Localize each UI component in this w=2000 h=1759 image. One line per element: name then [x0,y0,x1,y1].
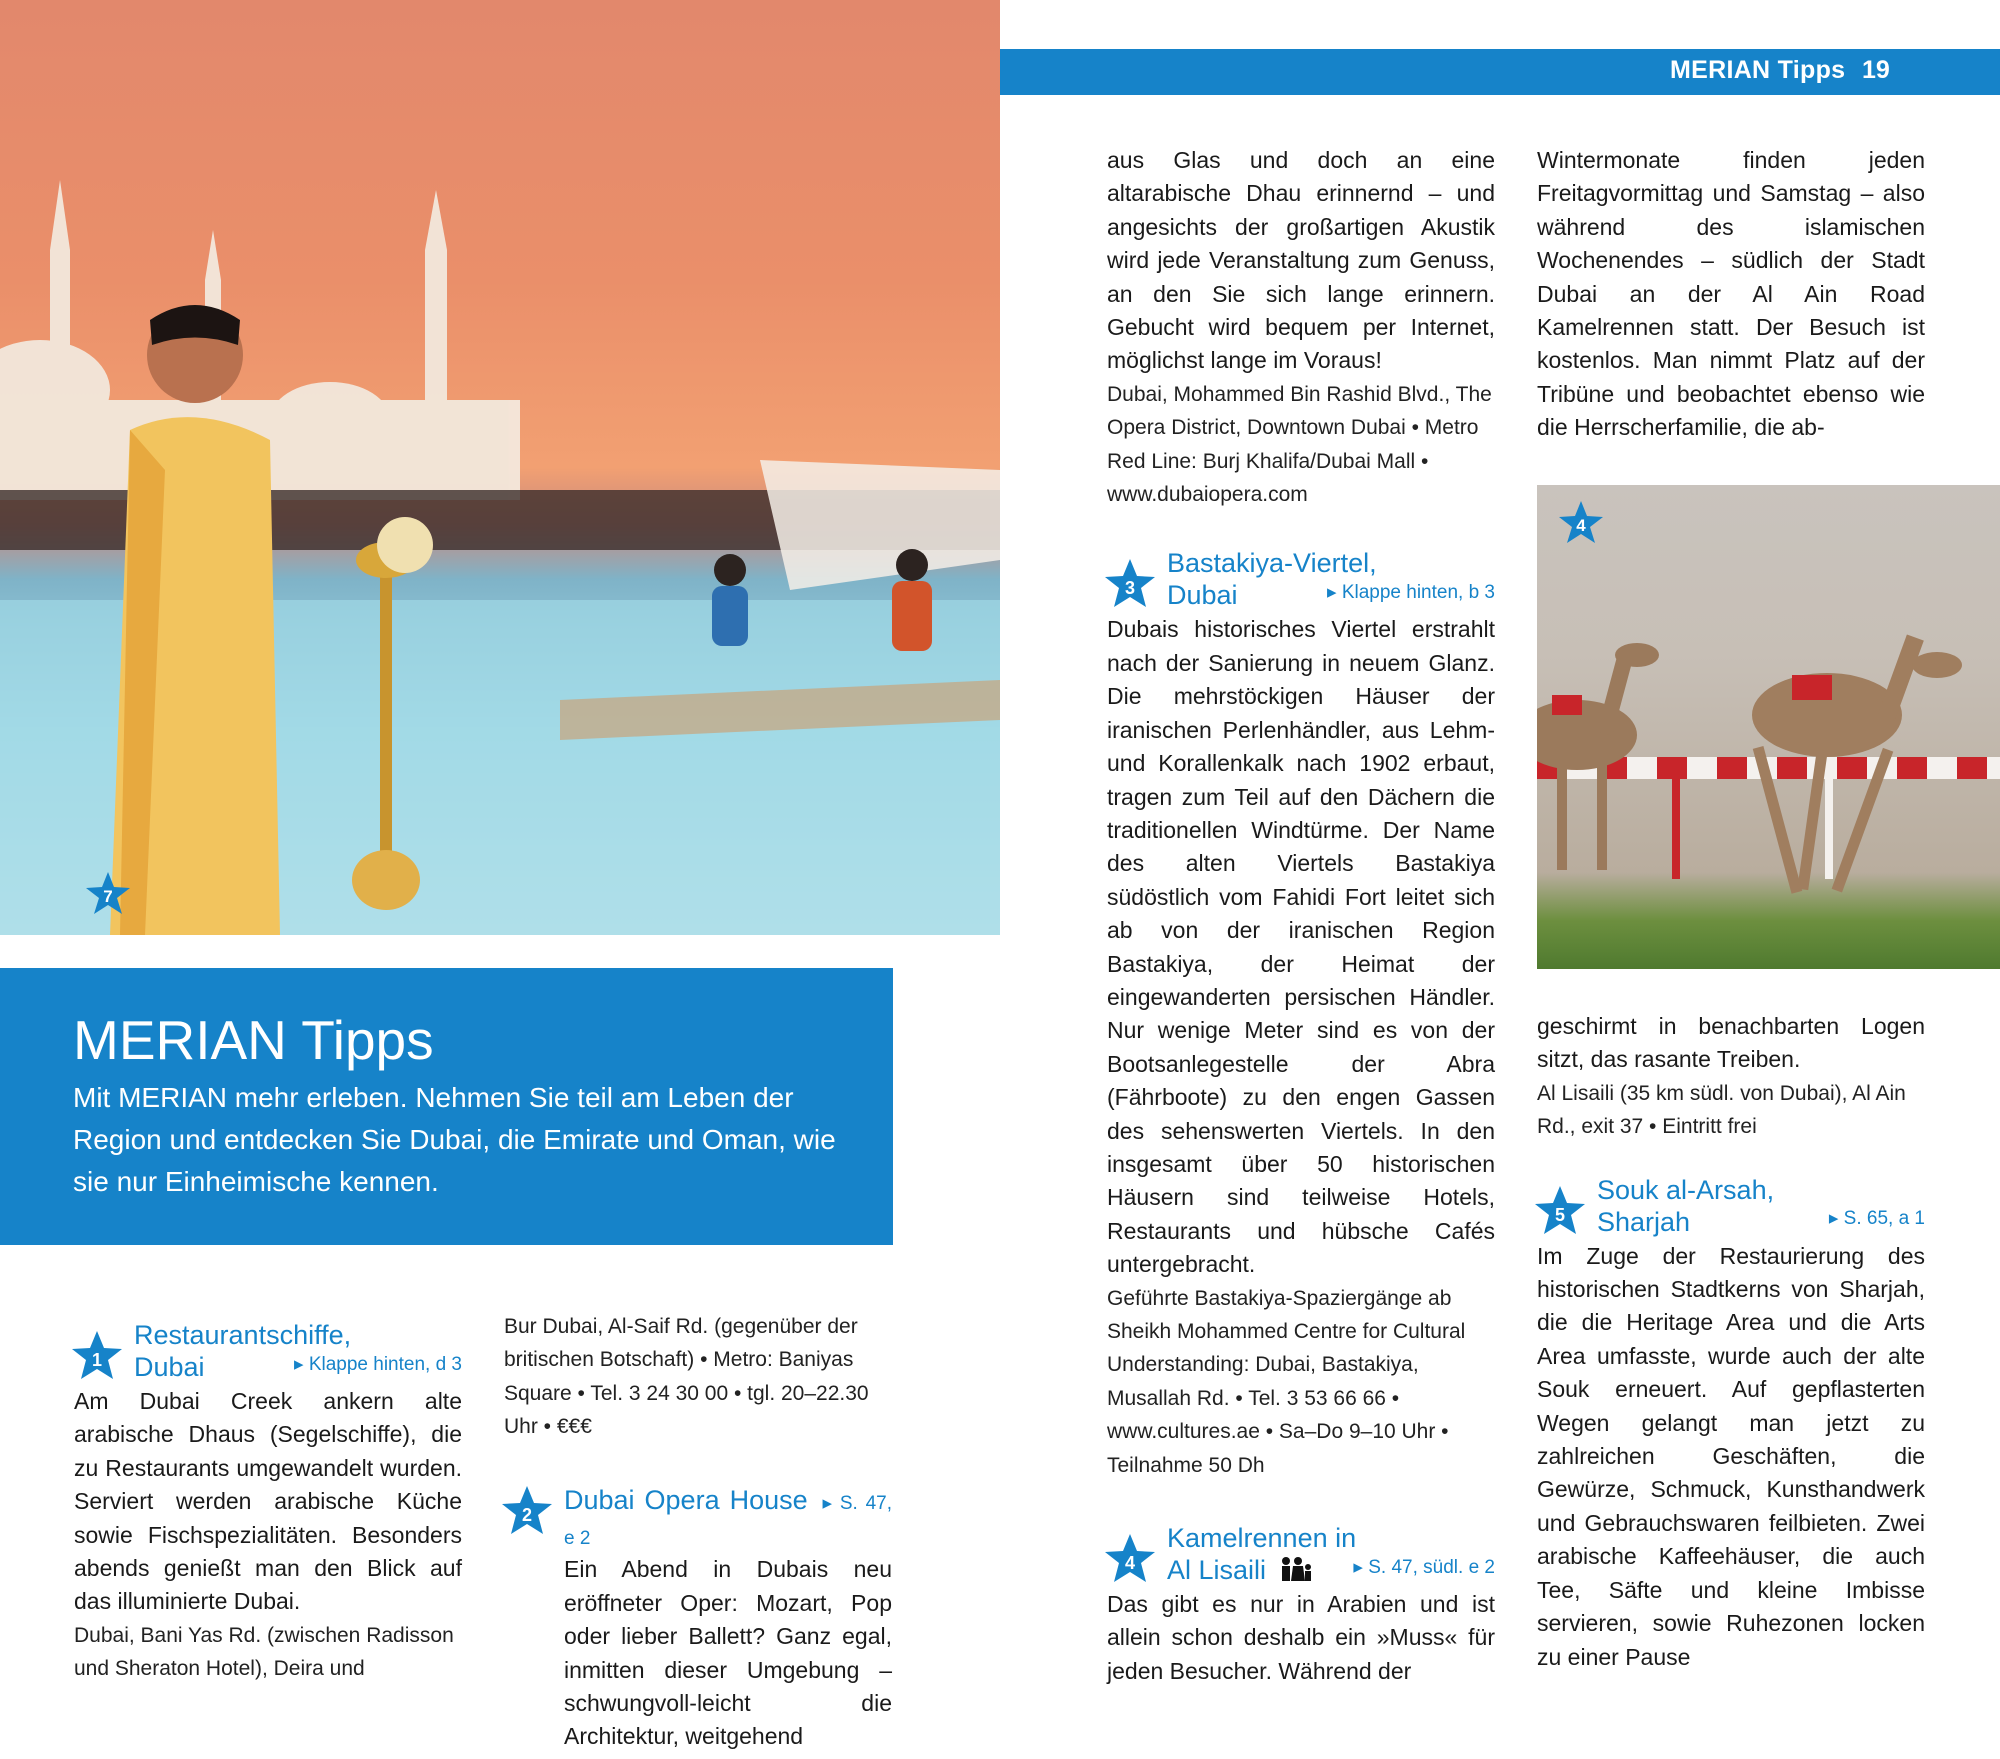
svg-text:4: 4 [1124,1553,1136,1574]
column-2 [504,1310,892,1754]
photo-mosque-shisha [0,0,1000,935]
photo-camel-race [1537,485,2000,969]
page-number: 19 [1862,56,1890,84]
tip-2-body: Ein Abend in Dubais neu eröffneter Oper: Mozart, Pop oder lieber Ballett? Ganz egal, inmitten dieser Umgebung – schwungvoll-leicht die Architektur, weitgehend [564,1556,892,1750]
tip-5-title-line2: Sharjah [1597,1206,1691,1237]
tip-1-title-line2: Dubai [134,1352,205,1382]
tip-star-icon [70,1329,124,1383]
tip-2-info: Dubai, Mohammed Bin Rashid Blvd., The Opera District, Downtown Dubai • Metro Red Line: Burj Khalifa/Dubai Mall • www.dubaiopera.com [1107,382,1492,507]
photo-illustration [0,0,1000,935]
tip-5-body: Im Zuge der Restaurierung des historischen Stadtkerns von Sharjah, die die Heritage Area und die Arts Area umfasste, wurde auch der alte Souk erneuert. Auf gepflasterten Wegen gelangt man jetzt zu zahlreichen Geschäften, die Gewürze, Schmuck, Kunsthandwerk und Gebrauchswaren feilbieten. Zwei arabische Kaffeehäuser, die auch Tee, Säfte und kleine Imbisse servieren, sowie Ruhezonen locken zu einer Pause [1537,1242,1925,1670]
photo-badge-star-icon [1557,499,1605,547]
column-4-top [1537,144,1925,445]
column-3 [1107,144,1495,1688]
tip-4-body-cont: Wintermonate finden jeden Freitagvormittag und Samstag – also während des islamischen Wochenendes – südlich der Stadt Dubai an der Al Ain Road Kamelrennen statt. Der Besuch ist kostenlos. Man nimmt Platz auf der Tribüne und beobachtet ebenso wie die Herrscherfamilie, die ab- [1537,147,1925,441]
tip-star-icon [1103,557,1157,611]
tip-5-title-line1: Souk al-Arsah, [1597,1174,1775,1205]
tip-5-heading [1537,1174,1925,1238]
tip-1-heading [74,1319,462,1383]
svg-text:2: 2 [521,1504,533,1525]
tip-4-body-cont2: geschirmt in benachbarten Logen sitzt, das rasante Treiben. [1537,1013,1925,1073]
tip-4-body: Das gibt es nur in Arabien und ist allein schon deshalb ein »Muss« für jeden Besucher. Während der [1107,1591,1495,1684]
intro-title: MERIAN Tipps [73,1009,434,1071]
tip-2-title: Dubai Opera House [564,1484,808,1515]
intro-text: Mit MERIAN mehr erleben. Nehmen Sie teil am Leben der Region und entdecken Sie Dubai, die Emirate und Oman, wie sie nur Einheimische kennen. [73,1082,836,1197]
tip-1-info-cont: Bur Dubai, Al-Saif Rd. (gegenüber der britischen Botschaft) • Metro: Baniyas Square • Tel. 3 24 30 00 • tgl. 20–22.30 Uhr • €€€ [504,1315,869,1439]
tip-3-title-line1: Bastakiya-Viertel, [1167,548,1377,579]
tip-1-map-ref: ▸ Klappe hinten, d 3 [294,1348,462,1381]
photo-badge-star-icon [84,870,132,918]
tip-4-heading [1107,1522,1495,1586]
tip-star-icon [1103,1532,1157,1586]
tip-4-info: Al Lisaili (35 km südl. von Dubai), Al Ain Rd., exit 37 • Eintritt frei [1537,1081,1906,1139]
svg-text:4: 4 [1576,516,1586,535]
tip-2-map-ref: ▸ S. 47, e 2 [564,1493,892,1549]
tip-1-info: Dubai, Bani Yas Rd. (zwischen Radisson und Sheraton Hotel), Deira und [74,1623,454,1681]
photo-illustration [1537,485,2000,969]
family-icon [1278,1556,1312,1582]
section-title: MERIAN Tipps [1670,56,1846,84]
tip-3-title-line2: Dubai [1167,580,1238,611]
tip-1-title-line1: Restaurantschiffe, [134,1320,352,1350]
tip-3-heading [1107,547,1495,611]
tip-2-body-cont: aus Glas und doch an eine altarabische Dhau erinnernd – und angesichts der großartigen Akustik wird jede Veranstaltung zum Genuss, an den Sie sich lange erinnern. Gebucht wird bequem per Internet, möglichst lange im Voraus! [1107,147,1495,374]
svg-text:5: 5 [1554,1204,1566,1225]
tip-4-title-line2-text: Al Lisaili [1167,1555,1267,1586]
tip-2-heading [504,1484,892,1556]
column-1 [74,1305,462,1686]
tip-3-body: Dubais historisches Viertel erstrahlt nach der Sanierung in neuem Glanz. Die mehrstöckigen Häuser der iranischen Perlenhändler, aus Lehm- und Korallenkalk nach 1902 erbaut, tragen zum Teil auf den Dächern die traditionellen Windtürme. Der Name des alten Viertels Bastakiya südöstlich vom Fahidi Fort leitet sich ab von der iranischen Region Bastakiya, der Heimat der eingewanderten persischen Händler. Nur wenige Meter sind es von der Bootsanlegestelle der Abra (Fährboote) zu den engen Gassen des sehenswerten Viertels. In den insgesamt über 50 historischen Häusern sind teilweise Hotels, Restaurants und hübsche Cafés untergebracht. [1107,616,1495,1278]
svg-text:7: 7 [103,887,113,906]
tip-star-icon [1533,1184,1587,1238]
column-4-bottom [1537,1010,1925,1674]
tip-4-map-ref: ▸ S. 47, südl. e 2 [1353,1551,1495,1584]
svg-text:1: 1 [91,1350,103,1370]
tip-1-body: Am Dubai Creek ankern alte arabische Dhaus (Segelschiffe), die zu Restaurants umgewandelt wurden. Serviert werden arabische Küche sowie Fischspezialitäten. Besonders abends genießt man den Blick auf das illuminierte Dubai. [74,1388,462,1615]
header-bar [1000,49,2000,95]
tip-4-title-line1: Kamelrennen in [1167,1523,1357,1554]
tip-5-map-ref: ▸ S. 65, a 1 [1829,1202,1925,1235]
tip-3-map-ref: ▸ Klappe hinten, b 3 [1327,576,1495,609]
svg-text:3: 3 [1124,578,1136,599]
tip-star-icon [500,1484,554,1538]
tip-3-info: Geführte Bastakiya-Spaziergänge ab Sheikh Mohammed Centre for Cultural Understanding: Dubai, Bastakiya, Musallah Rd. • Tel. 3 53 66 66 • www.cultures.ae • Sa–Do 9–10 Uhr • Teilnahme 50 Dh [1107,1286,1466,1477]
